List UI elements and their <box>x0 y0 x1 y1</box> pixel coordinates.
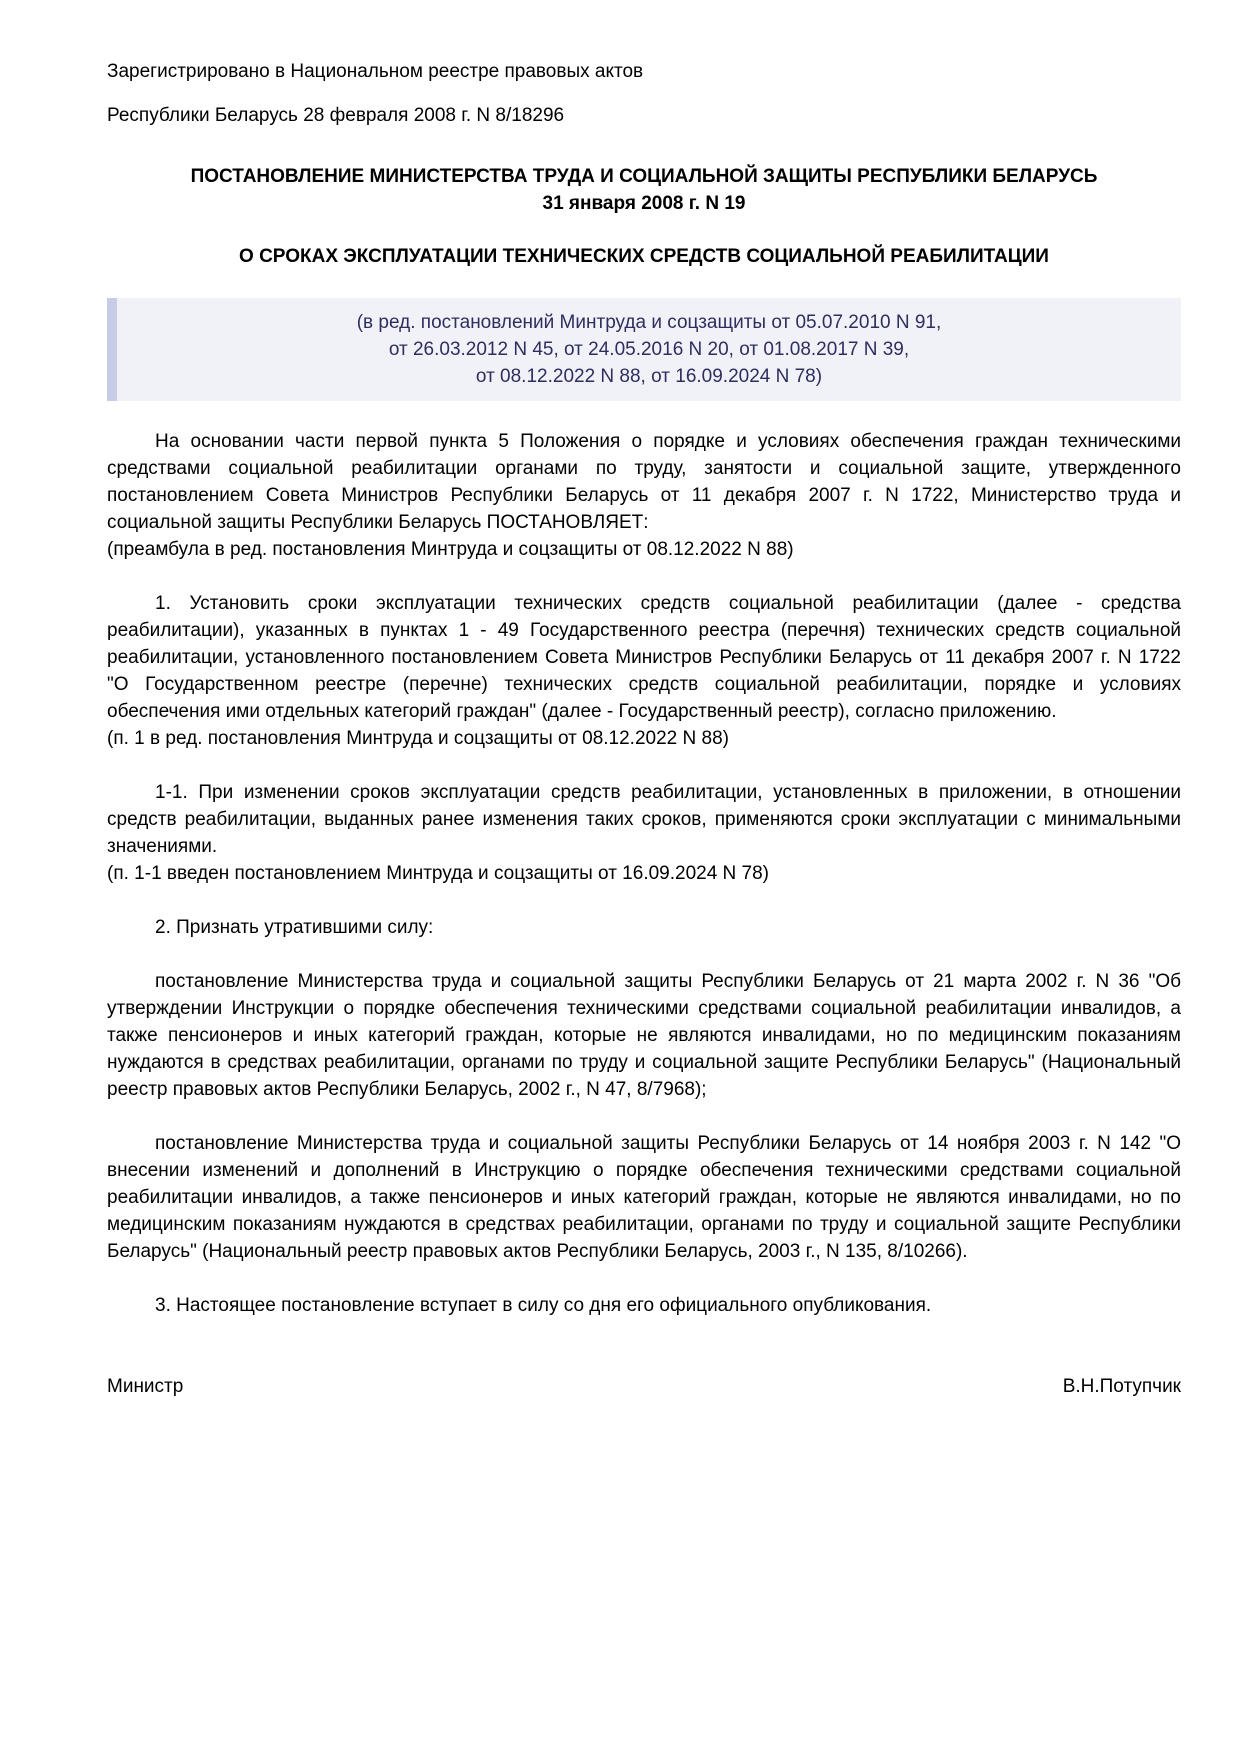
document-subject: О СРОКАХ ЭКСПЛУАТАЦИИ ТЕХНИЧЕСКИХ СРЕДСТВ СОЦИАЛЬНОЙ РЕАБИЛИТАЦИИ <box>239 246 1049 267</box>
document-title <box>107 163 1181 217</box>
paragraph-preamble: На основании части первой пункта 5 Положения о порядке и условиях обеспечения граждан техническими средствами социальной реабилитации органами по труду, занятости и социальной защите, утвержденного постановлением Совета Министров Республики Беларусь от 11 декабря 2007 г. N 1722, Министерство труда и социальной защиты Республики Беларусь ПОСТАНОВЛЯЕТ: <box>107 431 1181 533</box>
signature-row <box>107 1373 1181 1400</box>
note-point-1-revision: (п. 1 в ред. постановления Минтруда и соцзащиты от 08.12.2022 N 88) <box>107 728 729 749</box>
amendments-line-1: (в ред. постановлений Минтруда и соцзащиты от 05.07.2010 N 91, <box>356 312 942 333</box>
paragraph-repealed-act-2003: постановление Министерства труда и социальной защиты Республики Беларусь от 14 ноября 2003 г. N 142 "О внесении изменений и дополнений в Инструкцию о порядке обеспечения техническими средствами социальной реабилитации инвалидов, а также пенсионеров и иных категорий граждан, которые не являются инвалидами, но по медицинским показаниям нуждаются в средствах реабилитации, органами по труду и социальной защите Республики Беларусь" (Национальный реестр правовых актов Республики Беларусь, 2003 г., N 135, 8/10266). <box>107 1133 1181 1262</box>
note-preamble-revision: (преамбула в ред. постановления Минтруда и соцзащиты от 08.12.2022 N 88) <box>107 539 794 560</box>
amendments-line-3: от 08.12.2022 N 88, от 16.09.2024 N 78) <box>475 366 823 387</box>
document-title-line-1: ПОСТАНОВЛЕНИЕ МИНИСТЕРСТВА ТРУДА И СОЦИАЛЬНОЙ ЗАЩИТЫ РЕСПУБЛИКИ БЕЛАРУСЬ <box>190 166 1098 187</box>
amendments-line-2: от 26.03.2012 N 45, от 24.05.2016 N 20, от 01.08.2017 N 39, <box>388 339 910 360</box>
signature-role: Министр <box>107 1376 184 1397</box>
paragraph-repealed-act-2002: постановление Министерства труда и социальной защиты Республики Беларусь от 21 марта 2002 г. N 36 "Об утверждении Инструкции о порядке обеспечения техническими средствами социальной реабилитации инвалидов, а также пенсионеров и иных категорий граждан, которые не являются инвалидами, но по медицинским показаниям нуждаются в средствах реабилитации, органами по труду и социальной защите Республики Беларусь" (Национальный реестр правовых актов Республики Беларусь, 2002 г., N 47, 8/7968); <box>107 971 1181 1100</box>
document-title-line-2: 31 января 2008 г. N 19 <box>542 193 746 214</box>
amendments-box <box>107 298 1181 401</box>
note-point-1-1-introduced: (п. 1-1 введен постановлением Минтруда и соцзащиты от 16.09.2024 N 78) <box>107 863 770 884</box>
registration-line-2: Республики Беларусь 28 февраля 2008 г. N 8/18296 <box>107 105 565 126</box>
paragraph-point-3: 3. Настоящее постановление вступает в силу со дня его официального опубликования. <box>155 1295 932 1316</box>
signature-name: В.Н.Потупчик <box>1062 1376 1181 1397</box>
registration-line-1: Зарегистрировано в Национальном реестре правовых актов <box>107 61 644 82</box>
document-body <box>107 428 1181 1319</box>
paragraph-point-1: 1. Установить сроки эксплуатации технических средств социальной реабилитации (далее - средства реабилитации), указанных в пунктах 1 - 49 Государственного реестра (перечня) технических средств социальной реабилитации, установленного постановлением Совета Министров Республики Беларусь от 11 декабря 2007 г. N 1722 "О Государственном реестре (перечне) технических средств социальной реабилитации, порядке и условиях обеспечения ими отдельных категорий граждан" (далее - Государственный реестр), согласно приложению. <box>107 593 1181 722</box>
registration-block <box>107 58 1181 129</box>
paragraph-point-1-1: 1-1. При изменении сроков эксплуатации средств реабилитации, установленных в приложении, в отношении средств реабилитации, выданных ранее изменения таких сроков, применяются сроки эксплуатации с минимальными значениями. <box>107 782 1181 857</box>
paragraph-point-2: 2. Признать утратившими силу: <box>155 917 434 938</box>
